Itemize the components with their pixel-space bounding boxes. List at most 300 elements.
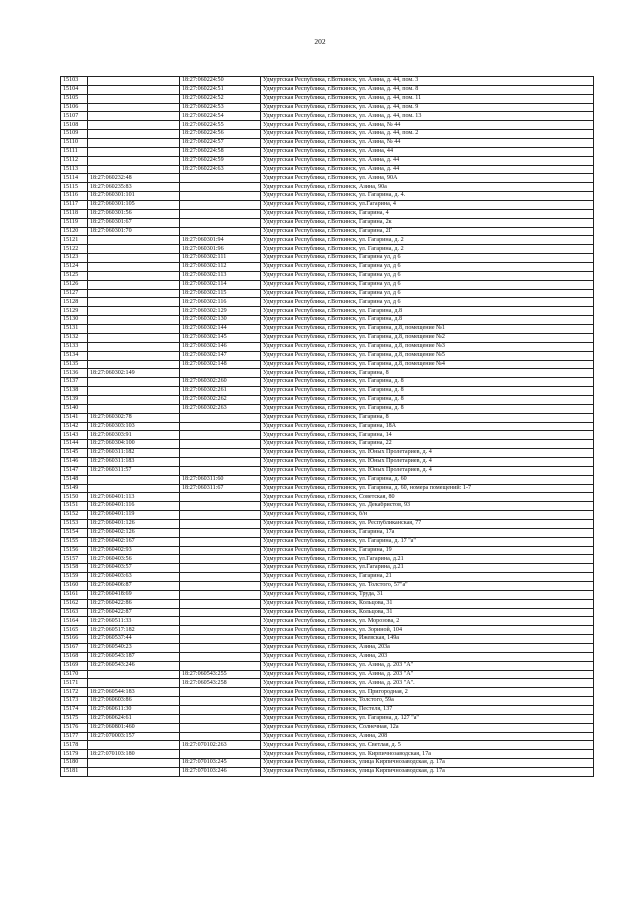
cadastral-number-cell [88,484,180,493]
table-row [61,475,594,484]
table-row [61,706,594,715]
cadastral-number-cell: 18:27:060403:63 [88,573,180,582]
row-number-cell: 15133 [61,342,88,351]
table-row [61,422,594,431]
row-number-cell: 15112 [61,156,88,165]
address-cell: Удмуртская Республика, г.Воткинск, Гагарина ул, д 6 [261,263,594,272]
cadastral-number-cell [88,130,180,139]
row-number-cell: 15110 [61,139,88,148]
address-cell: Удмуртская Республика, г.Воткинск, ул. Азина, 90А [261,174,594,183]
cadastral-number-cell: 18:27:060544:183 [88,688,180,697]
row-number-cell: 15131 [61,325,88,334]
room-cadastral-number-cell [180,511,261,520]
table-row [61,635,594,644]
row-number-cell: 15169 [61,661,88,670]
row-number-cell: 15175 [61,714,88,723]
row-number-cell: 15147 [61,466,88,475]
room-cadastral-number-cell [180,174,261,183]
cadastral-number-cell [88,307,180,316]
table-row [61,130,594,139]
room-cadastral-number-cell: 18:27:060224:59 [180,156,261,165]
cadastral-number-cell [88,254,180,263]
address-cell: Удмуртская Республика, г.Воткинск, ул. Гагарина, д.8, помещение №2 [261,333,594,342]
room-cadastral-number-cell [180,493,261,502]
room-cadastral-number-cell: 18:27:060302:129 [180,307,261,316]
table-row [61,395,594,404]
cadastral-number-cell: 18:27:060537:44 [88,635,180,644]
cadastral-number-cell [88,387,180,396]
cadastral-number-cell [88,245,180,254]
cadastral-number-cell: 18:27:070103:180 [88,750,180,759]
table-row [61,156,594,165]
room-cadastral-number-cell: 18:27:060224:56 [180,130,261,139]
row-number-cell: 15156 [61,546,88,555]
cadastral-number-cell [88,333,180,342]
table-row [61,750,594,759]
room-cadastral-number-cell: 18:27:060224:63 [180,165,261,174]
cadastral-number-cell: 18:27:060402:167 [88,537,180,546]
row-number-cell: 15167 [61,644,88,653]
address-cell: Удмуртская Республика, г.Воткинск, Гагарина, 8 [261,369,594,378]
room-cadastral-number-cell: 18:27:060302:261 [180,387,261,396]
row-number-cell: 15105 [61,94,88,103]
room-cadastral-number-cell [180,218,261,227]
cadastral-number-cell: 18:27:060311:182 [88,449,180,458]
room-cadastral-number-cell: 18:27:060543:255 [180,670,261,679]
room-cadastral-number-cell [180,466,261,475]
table-row [61,245,594,254]
address-cell: Удмуртская Республика, г.Воткинск, Гагарина ул, д 6 [261,254,594,263]
row-number-cell: 15165 [61,626,88,635]
room-cadastral-number-cell [180,369,261,378]
cadastral-number-cell: 18:27:060311:57 [88,466,180,475]
address-cell: Удмуртская Республика, г.Воткинск, ул. Гагарина, д.8 [261,316,594,325]
table-row [61,519,594,528]
row-number-cell: 15173 [61,697,88,706]
cadastral-number-cell: 18:27:060511:33 [88,617,180,626]
row-number-cell: 15145 [61,449,88,458]
address-cell: Удмуртская Республика, г.Воткинск, ул. Азина, д. 44, пом. 11 [261,94,594,103]
address-cell: Удмуртская Республика, г.Воткинск, ул. Гагарина, д. 8 [261,404,594,413]
table-row [61,139,594,148]
cadastral-number-cell: 18:27:060403:56 [88,555,180,564]
room-cadastral-number-cell [180,519,261,528]
room-cadastral-number-cell: 18:27:060302:130 [180,316,261,325]
row-number-cell: 15129 [61,307,88,316]
row-number-cell: 15158 [61,564,88,573]
table-row [61,502,594,511]
row-number-cell: 15117 [61,201,88,210]
room-cadastral-number-cell: 18:27:060224:51 [180,85,261,94]
row-number-cell: 15148 [61,475,88,484]
cadastral-number-cell: 18:27:060624:61 [88,714,180,723]
table-row [61,227,594,236]
address-cell: Удмуртская Республика, г.Воткинск, ул. Гагарина, д.8, помещение №4 [261,360,594,369]
address-cell: Удмуртская Республика, г.Воткинск, улица Кирпичнозаводская, д. 17а [261,759,594,768]
address-cell: Удмуртская Республика, г.Воткинск, ул. Азина, д. 44, пом. 9 [261,103,594,112]
row-number-cell: 15155 [61,537,88,546]
table-row [61,85,594,94]
table-row [61,440,594,449]
row-number-cell: 15104 [61,85,88,94]
cadastral-number-cell: 18:27:060406:87 [88,581,180,590]
table-row [61,165,594,174]
room-cadastral-number-cell: 18:27:060224:57 [180,139,261,148]
table-row [61,697,594,706]
address-cell: Удмуртская Республика, г.Воткинск, Гагарина, 2Г [261,227,594,236]
row-number-cell: 15146 [61,457,88,466]
row-number-cell: 15127 [61,289,88,298]
table-row [61,183,594,192]
address-cell: Удмуртская Республика, г.Воткинск, Солнечная, 12а [261,723,594,732]
address-cell: Удмуртская Республика, г.Воткинск, ул. Азина, д. 44 [261,156,594,165]
row-number-cell: 15157 [61,555,88,564]
address-cell: Удмуртская Республика, г.Воткинск, ул. Азина, 44 [261,147,594,156]
cadastral-number-cell: 18:27:060303:103 [88,422,180,431]
cadastral-number-cell [88,351,180,360]
row-number-cell: 15138 [61,387,88,396]
room-cadastral-number-cell [180,449,261,458]
table-row [61,511,594,520]
address-cell: Удмуртская Республика, г.Воткинск, Гагарина ул, д 6 [261,298,594,307]
table-row [61,546,594,555]
address-cell: Удмуртская Республика, г.Воткинск, Гагарина, 14 [261,431,594,440]
table-row [61,528,594,537]
cadastral-number-cell: 18:27:060232:48 [88,174,180,183]
address-cell: Удмуртская Республика, г.Воткинск, Азина, 203а [261,644,594,653]
table-row [61,599,594,608]
table-row [61,369,594,378]
address-cell: Удмуртская Республика, г.Воткинск, ул. Гагарина, д. 8 [261,387,594,396]
row-number-cell: 15181 [61,768,88,777]
row-number-cell: 15103 [61,77,88,86]
address-cell: Удмуртская Республика, г.Воткинск, ул. Азина, д. 203 "А". [261,679,594,688]
address-cell: Удмуртская Республика, г.Воткинск, ул. Гагарина, д.8, помещение №1 [261,325,594,334]
cadastral-number-cell: 18:27:060402:93 [88,546,180,555]
table-row [61,112,594,121]
address-cell: Удмуртская Республика, г.Воткинск, ул. Азина, № 44 [261,121,594,130]
address-cell: Удмуртская Республика, г.Воткинск, Пестеля, 137 [261,706,594,715]
cadastral-number-cell [88,156,180,165]
table-row [61,351,594,360]
table-row [61,537,594,546]
row-number-cell: 15174 [61,706,88,715]
table-row [61,307,594,316]
cadastral-number-cell [88,342,180,351]
address-cell: Удмуртская Республика, г.Воткинск, ул. Азина, д. 203 "А" [261,661,594,670]
address-cell: Удмуртская Республика, г.Воткинск, ул. Декабристов, 93 [261,502,594,511]
cadastral-number-cell [88,271,180,280]
row-number-cell: 15154 [61,528,88,537]
table-row [61,218,594,227]
table-row [61,573,594,582]
row-number-cell: 15107 [61,112,88,121]
address-cell: Удмуртская Республика, г.Воткинск, ул. Гагарина, д. 60 [261,475,594,484]
room-cadastral-number-cell [180,457,261,466]
table-row [61,174,594,183]
room-cadastral-number-cell: 18:27:060302:112 [180,263,261,272]
row-number-cell: 15139 [61,395,88,404]
table-row [61,404,594,413]
address-cell: Удмуртская Республика, г.Воткинск, Гагарина, 17а [261,528,594,537]
table-row [61,652,594,661]
address-cell: Удмуртская Республика, г.Воткинск, ул. Гагарина, д. 8 [261,395,594,404]
room-cadastral-number-cell: 18:27:060301:94 [180,236,261,245]
row-number-cell: 15132 [61,333,88,342]
room-cadastral-number-cell [180,590,261,599]
room-cadastral-number-cell: 18:27:060311:67 [180,484,261,493]
table-row [61,431,594,440]
address-cell: Удмуртская Республика, г.Воткинск, ул. Азина, д. 44 [261,165,594,174]
room-cadastral-number-cell [180,183,261,192]
cadastral-number-cell [88,112,180,121]
table-row [61,449,594,458]
address-cell: Удмуртская Республика, г.Воткинск, ул. Азина, д. 44, пом. 2 [261,130,594,139]
room-cadastral-number-cell [180,599,261,608]
address-cell: Удмуртская Республика, г.Воткинск, ул. Азина, д. 44, пом. 8 [261,85,594,94]
cadastral-number-cell: 18:27:060422:87 [88,608,180,617]
cadastral-number-cell [88,670,180,679]
cadastral-number-cell [88,165,180,174]
cadastral-number-cell [88,395,180,404]
cadastral-number-cell: 18:27:060302:78 [88,413,180,422]
room-cadastral-number-cell [180,422,261,431]
address-cell: Удмуртская Республика, г.Воткинск, Ижевская, 149а [261,635,594,644]
room-cadastral-number-cell: 18:27:060224:54 [180,112,261,121]
room-cadastral-number-cell [180,431,261,440]
table-row [61,714,594,723]
room-cadastral-number-cell [180,750,261,759]
cadastral-number-cell: 18:27:060235:83 [88,183,180,192]
table-row [61,768,594,777]
address-cell: Удмуртская Республика, г.Воткинск, ул. Гагарина, д. 8 [261,378,594,387]
cadastral-number-cell: 18:27:060401:126 [88,519,180,528]
room-cadastral-number-cell [180,192,261,201]
table-row [61,94,594,103]
address-cell: Удмуртская Республика, г.Воткинск, ул. Толстого, 57"а" [261,581,594,590]
row-number-cell: 15128 [61,298,88,307]
room-cadastral-number-cell [180,528,261,537]
page-number: 202 [314,37,326,46]
room-cadastral-number-cell: 18:27:070103:245 [180,759,261,768]
cadastral-number-cell [88,378,180,387]
table-row [61,688,594,697]
room-cadastral-number-cell [180,502,261,511]
table-row [61,236,594,245]
cadastral-number-cell [88,263,180,272]
room-cadastral-number-cell: 18:27:060311:60 [180,475,261,484]
cadastral-number-cell: 18:27:060543:187 [88,652,180,661]
room-cadastral-number-cell [180,626,261,635]
address-cell: Удмуртская Республика, г.Воткинск, Гагарина, 18А [261,422,594,431]
row-number-cell: 15120 [61,227,88,236]
table-row [61,564,594,573]
cadastral-number-cell [88,139,180,148]
cadastral-number-cell: 18:27:060401:119 [88,511,180,520]
table-row [61,325,594,334]
cadastral-number-cell: 18:27:060403:57 [88,564,180,573]
room-cadastral-number-cell [180,635,261,644]
room-cadastral-number-cell [180,652,261,661]
cadastral-number-cell [88,280,180,289]
table-row [61,263,594,272]
room-cadastral-number-cell: 18:27:060302:111 [180,254,261,263]
row-number-cell: 15111 [61,147,88,156]
table-row [61,192,594,201]
room-cadastral-number-cell: 18:27:060302:262 [180,395,261,404]
address-cell: Удмуртская Республика, г.Воткинск, Гагарина, 4 [261,209,594,218]
table-row [61,661,594,670]
row-number-cell: 15166 [61,635,88,644]
address-cell: Удмуртская Республика, г.Воткинск, Гагарина, 21 [261,573,594,582]
address-cell: Удмуртская Республика, г.Воткинск, Толстого, 59а [261,697,594,706]
room-cadastral-number-cell: 18:27:060224:58 [180,147,261,156]
row-number-cell: 15108 [61,121,88,130]
table-row [61,387,594,396]
cadastral-number-cell [88,325,180,334]
row-number-cell: 15115 [61,183,88,192]
address-cell: Удмуртская Республика, г.Воткинск, Азина, 203 [261,652,594,661]
room-cadastral-number-cell [180,413,261,422]
cadastral-number-cell [88,360,180,369]
row-number-cell: 15126 [61,280,88,289]
cadastral-number-cell: 18:27:060401:116 [88,502,180,511]
table-row [61,209,594,218]
address-cell: Удмуртская Республика, г.Воткинск, улица Кирпичнозаводская, д. 17а [261,768,594,777]
row-number-cell: 15125 [61,271,88,280]
address-cell: Удмуртская Республика, г.Воткинск, ул. Юных Пролетариев, д. 4 [261,449,594,458]
address-cell: Удмуртская Республика, г.Воткинск, ул. Морозова, 2 [261,617,594,626]
address-cell: Удмуртская Республика, г.Воткинск, ул. Пригородная, 2 [261,688,594,697]
room-cadastral-number-cell: 18:27:070102:263 [180,741,261,750]
row-number-cell: 15168 [61,652,88,661]
row-number-cell: 15130 [61,316,88,325]
cadastral-number-cell [88,236,180,245]
room-cadastral-number-cell [180,209,261,218]
room-cadastral-number-cell: 18:27:060302:260 [180,378,261,387]
address-cell: Удмуртская Республика, г.Воткинск, Азина, 208 [261,732,594,741]
address-cell: Удмуртская Республика, г.Воткинск, Гагарина, 8 [261,413,594,422]
row-number-cell: 15150 [61,493,88,502]
table-row [61,342,594,351]
cadastral-number-cell: 18:27:070003:157 [88,732,180,741]
room-cadastral-number-cell: 18:27:060224:53 [180,103,261,112]
row-number-cell: 15124 [61,263,88,272]
table-row [61,741,594,750]
room-cadastral-number-cell: 18:27:060302:144 [180,325,261,334]
table-row [61,590,594,599]
address-cell: Удмуртская Республика, г.Воткинск, Азина, 90а [261,183,594,192]
row-number-cell: 15153 [61,519,88,528]
room-cadastral-number-cell: 18:27:060224:50 [180,77,261,86]
room-cadastral-number-cell [180,723,261,732]
address-cell: Удмуртская Республика, г.Воткинск, ул.Гагарина, 4 [261,201,594,210]
table-row [61,121,594,130]
cadastral-number-cell: 18:27:060301:105 [88,201,180,210]
address-cell: Удмуртская Республика, г.Воткинск, Гагарина, 2к [261,218,594,227]
table-row [61,493,594,502]
row-number-cell: 15106 [61,103,88,112]
row-number-cell: 15140 [61,404,88,413]
row-number-cell: 15160 [61,581,88,590]
cadastral-number-cell: 18:27:060801:460 [88,723,180,732]
row-number-cell: 15152 [61,511,88,520]
table-row [61,617,594,626]
row-number-cell: 15178 [61,741,88,750]
row-number-cell: 15161 [61,590,88,599]
address-cell: Удмуртская Республика, г.Воткинск, ул. Светлая, д. 5 [261,741,594,750]
room-cadastral-number-cell: 18:27:060302:113 [180,271,261,280]
row-number-cell: 15149 [61,484,88,493]
room-cadastral-number-cell [180,440,261,449]
row-number-cell: 15142 [61,422,88,431]
row-number-cell: 15136 [61,369,88,378]
row-number-cell: 15159 [61,573,88,582]
row-number-cell: 15119 [61,218,88,227]
room-cadastral-number-cell [180,227,261,236]
address-cell: Удмуртская Республика, г.Воткинск, ул. Гагарина, д.8, помещение №5 [261,351,594,360]
row-number-cell: 15171 [61,679,88,688]
room-cadastral-number-cell: 18:27:060543:258 [180,679,261,688]
row-number-cell: 15141 [61,413,88,422]
room-cadastral-number-cell [180,564,261,573]
table-row [61,723,594,732]
row-number-cell: 15122 [61,245,88,254]
address-cell: Удмуртская Республика, г.Воткинск, ул. Зориной, 104 [261,626,594,635]
address-cell: Удмуртская Республика, г.Воткинск, ул. Азина, д. 44, пом. 3 [261,77,594,86]
cadastral-number-cell [88,103,180,112]
address-cell: Удмуртская Республика, г.Воткинск, ул. Юных Пролетариев, д. 4 [261,466,594,475]
row-number-cell: 15121 [61,236,88,245]
cadastral-number-cell [88,759,180,768]
cadastral-number-cell: 18:27:060304:100 [88,440,180,449]
room-cadastral-number-cell: 18:27:060302:148 [180,360,261,369]
cadastral-number-cell: 18:27:060418:69 [88,590,180,599]
room-cadastral-number-cell: 18:27:060302:116 [180,298,261,307]
room-cadastral-number-cell [180,706,261,715]
room-cadastral-number-cell [180,608,261,617]
row-number-cell: 15163 [61,608,88,617]
room-cadastral-number-cell: 18:27:060224:52 [180,94,261,103]
cadastral-number-cell: 18:27:060543:246 [88,661,180,670]
address-cell: Удмуртская Республика, г.Воткинск, ул.Гагарина, д.21 [261,564,594,573]
room-cadastral-number-cell: 18:27:060224:55 [180,121,261,130]
cadastral-number-cell: 18:27:060301:101 [88,192,180,201]
address-cell: Удмуртская Республика, г.Воткинск, ул. Юных Пролетариев, д. 4 [261,457,594,466]
room-cadastral-number-cell: 18:27:060302:145 [180,333,261,342]
room-cadastral-number-cell [180,201,261,210]
row-number-cell: 15177 [61,732,88,741]
room-cadastral-number-cell [180,581,261,590]
cadastral-number-cell [88,289,180,298]
address-cell: Удмуртская Республика, г.Воткинск, Кольцова, 31 [261,599,594,608]
cadastral-number-cell [88,77,180,86]
address-cell: Удмуртская Республика, г.Воткинск, ул. Гагарина, д. 4. [261,192,594,201]
table-row [61,644,594,653]
table-row [61,466,594,475]
room-cadastral-number-cell [180,697,261,706]
address-cell: Удмуртская Республика, г.Воткинск, Труда, 31 [261,590,594,599]
room-cadastral-number-cell: 18:27:060301:96 [180,245,261,254]
row-number-cell: 15151 [61,502,88,511]
cadastral-number-cell: 18:27:060422:86 [88,599,180,608]
table-row [61,201,594,210]
room-cadastral-number-cell [180,732,261,741]
room-cadastral-number-cell: 18:27:060302:263 [180,404,261,413]
table-row [61,670,594,679]
table-row [61,280,594,289]
room-cadastral-number-cell [180,617,261,626]
